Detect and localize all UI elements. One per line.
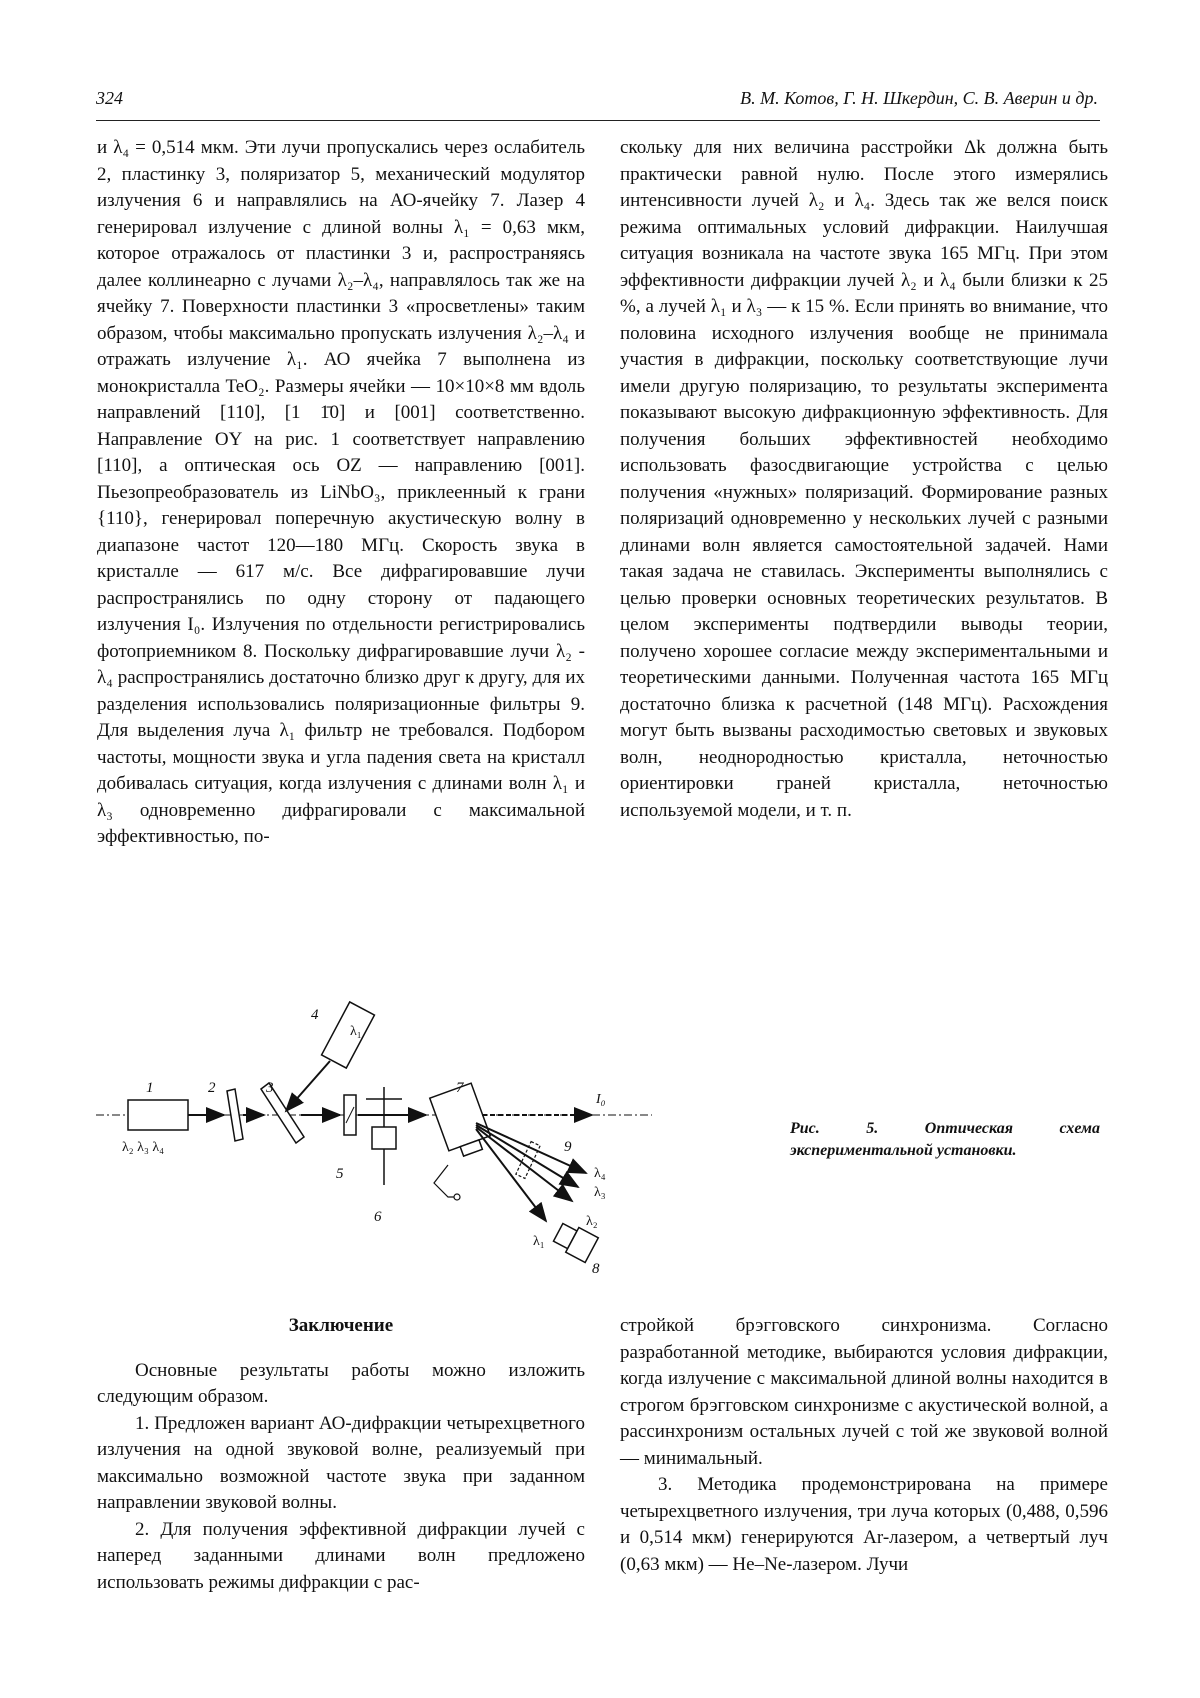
- label-lambda1-top: λ₁: [350, 1024, 362, 1039]
- label-5: 5: [336, 1166, 344, 1182]
- conclusion-paragraph: 1. Предложен вариант АО-дифракции четырехцветного излучения на одной звуковой волне, реализуемый при максимально возможной частоте звука при заданном направлении звуковой волны.: [97, 1412, 585, 1513]
- conclusion-left-column: [97, 1313, 585, 1596]
- right-column-paragraph: скольку для них величина расстройки Δk должна быть практически равной нулю. После этого измерялись интенсивности лучей λ₂ и λ₄. Здесь так же велся поиск режима оптимальных условий дифракции. Наилучшая ситуация возникала на частоте звука 165 МГц. При этом эффективности дифракции лучей λ₂ и λ₄ были близки к 25 %, а лучей λ₁ и λ₃ — к 15 %. Если принять во внимание, что половина исходного излучения вообще не принимала участия в дифракции, поскольку соответствующие лучи имели другую поляризацию, то результаты эксперимента показывают высокую дифракционную эффективность. Для получения больших эффективностей необходимо использовать фазосдвигающие устройства с целью получения «нужных» поляризаций. Формирование разных поляризаций одновременно у нескольких лучей с разными длинами волн является самостоятельной задачей. Нами такая задача не ставилась. Эксперименты выполнялись с целью проверки основных теоретических результатов. В целом эксперименты подтвердили выводы теории, получено хорошее согласие между экспериментальными и теоретическими данными. Полученная частота 165 МГц достаточно близка к расчетной (148 МГц). Расхождения могут быть вызваны расходимостью световых и звуковых волн, неоднородностью кристалла, неточностью ориентировки граней кристалла, неточностью используемой модели, и т. п.: [620, 137, 1108, 821]
- label-lambdas-bottom: λ₂ λ₃ λ₄: [122, 1140, 165, 1155]
- page-number: 324: [96, 88, 123, 108]
- conclusion-paragraph: Основные результаты работы можно изложить следующим образом.: [97, 1359, 585, 1407]
- header-rule: [96, 120, 1100, 121]
- conclusion-paragraph: стройкой брэгговского синхронизма. Согласно разработанной методике, выбираются условия дифракции, когда излучение с максимальной длиной волны находится в строгом брэгговском синхронизме с акустической волной, а рассинхронизм остальных лучей с той же звуковой волной — минимальный.: [620, 1315, 1108, 1469]
- conclusion-paragraph: 2. Для получения эффективной дифракции лучей с наперед заданными длинами волн предложено использовать режимы дифракции с рас-: [97, 1518, 585, 1593]
- figure-caption: Рис. 5. Оптическая схема экспериментальной установки.: [790, 1120, 1100, 1159]
- label-3: 3: [266, 1080, 274, 1096]
- label-i0: I₀: [596, 1092, 606, 1107]
- label-1: 1: [146, 1080, 154, 1096]
- running-header-authors: В. М. Котов, Г. Н. Шкердин, С. В. Аверин и др.: [740, 88, 1098, 108]
- label-6: 6: [374, 1209, 382, 1225]
- label-lambda1: λ₁: [533, 1234, 545, 1249]
- laser-1: [128, 1100, 188, 1130]
- label-7: 7: [456, 1080, 464, 1096]
- label-8: 8: [592, 1261, 600, 1277]
- label-4: 4: [311, 1007, 319, 1023]
- label-9: 9: [564, 1139, 572, 1155]
- conclusion-paragraph: 3. Методика продемонстрирована на примере четырехцветного излучения, три луча которых (0,488, 0,596 и 0,514 мкм) генерируются Ar-лазером, а четвертый луч (0,63 мкм) — He–Ne-лазером. Лучи: [620, 1474, 1108, 1575]
- beam-lambda1-in: [286, 1061, 330, 1111]
- section-title-conclusion: Заключение: [288, 1315, 394, 1336]
- beam-lambda3: [476, 1125, 578, 1187]
- left-text-column: [97, 135, 585, 851]
- optical-scheme-figure: [96, 975, 716, 1285]
- label-lambda2: λ₂: [586, 1214, 598, 1229]
- beam-lambda1: [476, 1129, 546, 1221]
- label-2: 2: [208, 1080, 216, 1096]
- right-text-column: [620, 135, 1108, 824]
- left-column-paragraph: и λ₄ = 0,514 мкм. Эти лучи пропускались через ослабитель 2, пластинку 3, поляризатор 5, механический модулятор излучения 6 и направлялись на АО-ячейку 7. Лазер 4 генерировал излучение с длиной волны λ₁ = 0,63 мкм, которое отражалось от пластинки 3 и, распространяясь далее коллинеарно с лучами λ₂–λ₄, направлялось так же на ячейку 7. Поверхности пластинки 3 «просветлены» таким образом, чтобы максимально пропускать излучения λ₂–λ₄ и отражать излучение λ₁. АО ячейка 7 выполнена из монокристалла TeO₂. Размеры ячейки — 10×10×8 мм вдоль направлений [110], [1 1̄0] и [001] соответственно. Направление OY на рис. 1 соответствует направлению [110], а оптическая ось OZ — направлению [001]. Пьезопреобразователь из LiNbO₃, приклеенный к грани {110}, генерировал поперечную акустическую волну в диапазоне частот 120—180 МГц. Скорость звука в кристалле — 617 м/с. Все дифрагировавшие лучи распространялись по одну сторону от падающего излучения I₀. Излучения по отдельности регистрировались фотоприемником 8. Поскольку дифрагировавшие лучи λ₂ - λ₄ распространялись достаточно близко друг к другу, для их разделения использовались поляризационные фильтры 9. Для выделения луча λ₁ фильтр не требовался. Подбором частоты, мощности звука и угла падения света на кристалл добивалась ситуация, когда излучения с длинами волн λ₁ и λ₃ одновременно дифрагировали с максимальной эффективностью, по-: [97, 137, 585, 847]
- label-lambda4: λ₄: [594, 1166, 606, 1181]
- beam-lambda2: [476, 1127, 572, 1201]
- laser-4: [322, 1002, 375, 1068]
- label-lambda3: λ₃: [594, 1185, 606, 1200]
- conclusion-right-column: [620, 1313, 1108, 1578]
